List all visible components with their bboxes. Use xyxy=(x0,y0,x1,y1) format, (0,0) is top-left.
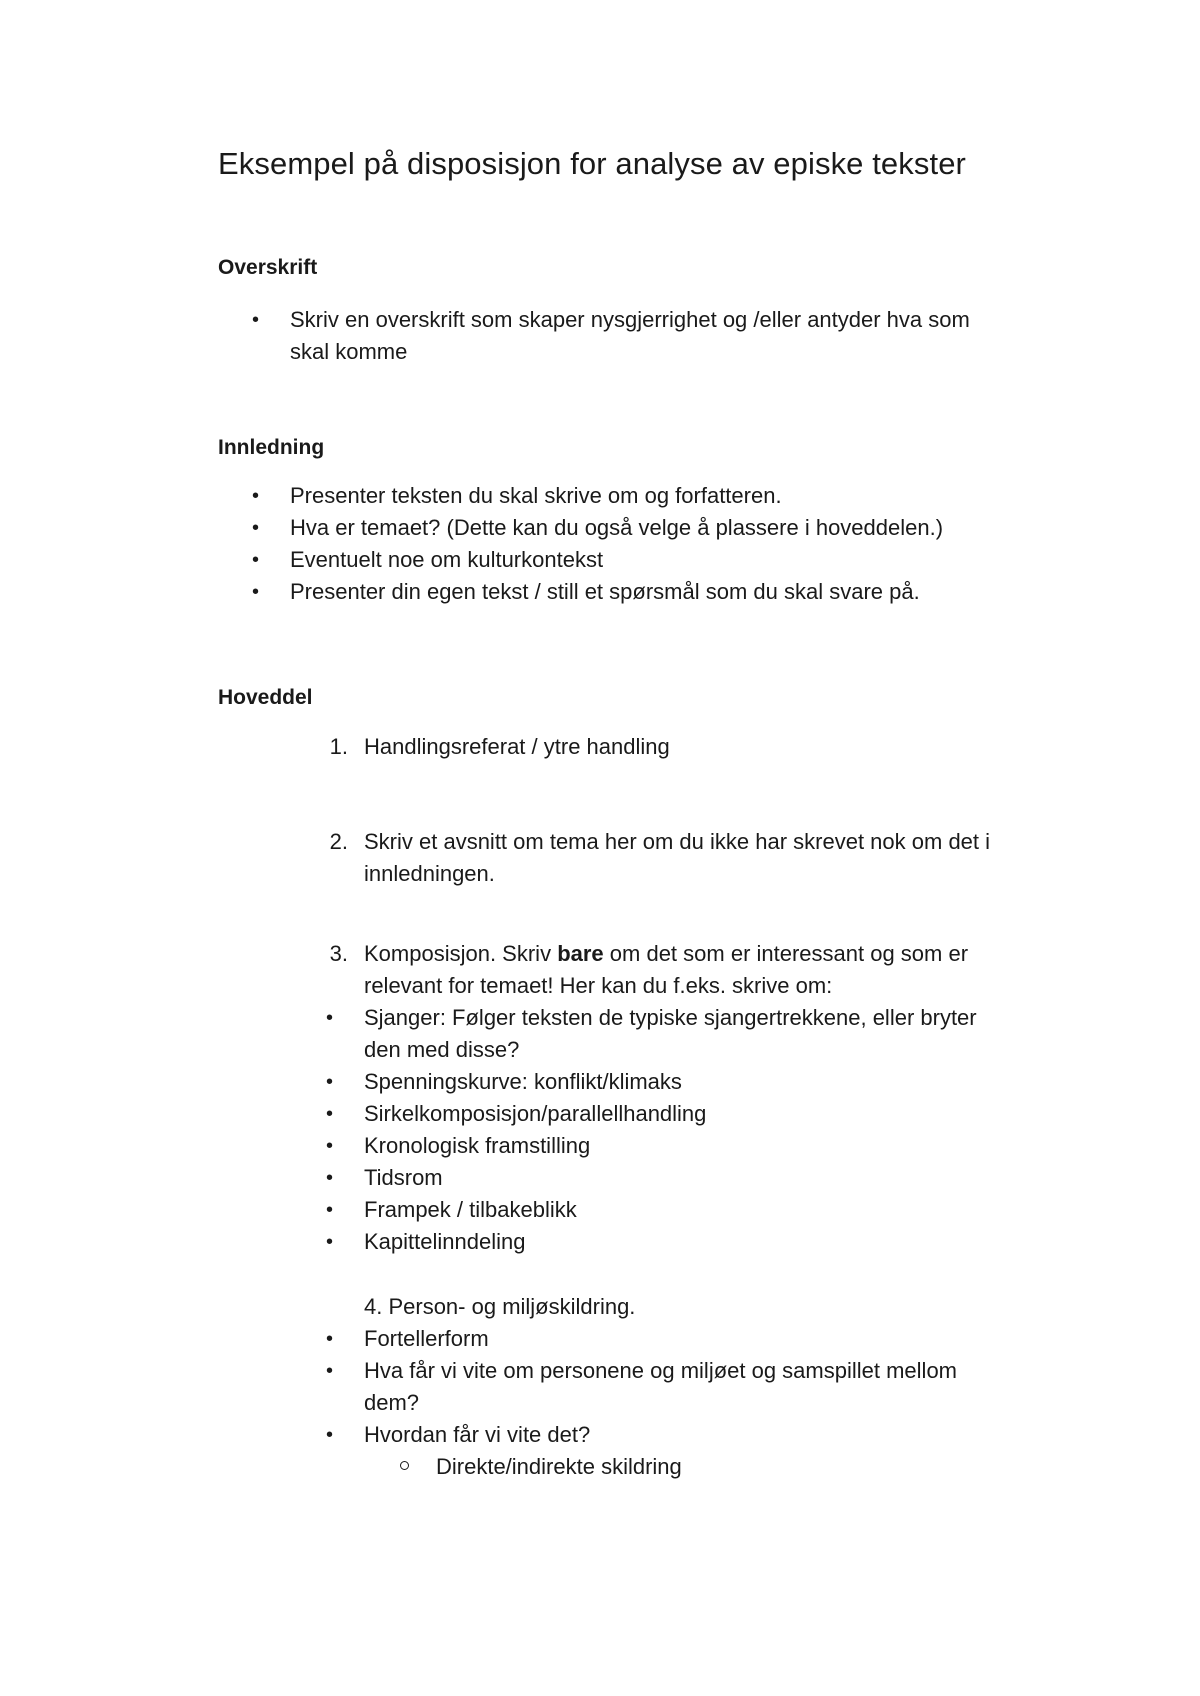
item-3-text-b: om det som er interessant og som er xyxy=(603,941,969,966)
bullet-marker: • xyxy=(326,1424,334,1446)
item-3-text-a: Komposisjon. Skriv xyxy=(364,941,558,966)
innledning-bullet-4: Presenter din egen tekst / still et spørsmål som du skal svare på. xyxy=(290,579,920,604)
bullet-marker: • xyxy=(252,581,260,603)
bullet-marker: • xyxy=(252,485,260,507)
bullet-marker: • xyxy=(326,1360,334,1382)
heading-hoveddel: Hoveddel xyxy=(218,686,313,709)
bullet-marker: • xyxy=(252,549,260,571)
person-bullet-personene-cont: dem? xyxy=(364,1390,420,1415)
overskrift-bullet-text-cont: skal komme xyxy=(290,339,408,364)
bullet-marker: • xyxy=(326,1007,334,1029)
hoveddel-item-4: 4. Person- og miljøskildring. xyxy=(364,1294,636,1319)
komposisjon-bullet-frampek: Frampek / tilbakeblikk xyxy=(364,1197,577,1222)
document-title: Eksempel på disposisjon for analyse av episke tekster xyxy=(218,146,966,181)
komposisjon-bullet-kapittel: Kapittelinndeling xyxy=(364,1229,526,1254)
person-bullet-personene: Hva får vi vite om personene og miljøet og samspillet mellom xyxy=(364,1358,958,1383)
heading-overskrift: Overskrift xyxy=(218,256,318,279)
heading-innledning: Innledning xyxy=(218,436,325,459)
innledning-bullet-1: Presenter teksten du skal skrive om og forfatteren. xyxy=(290,483,782,508)
list-number: 3. xyxy=(329,941,348,966)
bullet-marker: • xyxy=(326,1231,334,1253)
hoveddel-item-3 xyxy=(364,938,968,970)
list-number: 1. xyxy=(329,734,348,759)
hoveddel-item-3-cont: relevant for temaet! Her kan du f.eks. skrive om: xyxy=(364,973,833,998)
person-subbullet-skildring: Direkte/indirekte skildring xyxy=(436,1454,682,1479)
item-3-bold-word: bare xyxy=(557,941,604,966)
hoveddel-item-1: Handlingsreferat / ytre handling xyxy=(364,734,670,759)
hoveddel-item-2-cont: innledningen. xyxy=(364,861,495,886)
overskrift-bullet-text: Skriv en overskrift som skaper nysgjerrighet og /eller antyder hva som xyxy=(290,307,970,332)
komposisjon-bullet-kronologisk: Kronologisk framstilling xyxy=(364,1133,591,1158)
person-bullet-hvordan: Hvordan får vi vite det? xyxy=(364,1422,591,1447)
komposisjon-bullet-sirkel: Sirkelkomposisjon/parallellhandling xyxy=(364,1101,707,1126)
bullet-marker: • xyxy=(326,1103,334,1125)
innledning-bullet-3: Eventuelt noe om kulturkontekst xyxy=(290,547,604,572)
bullet-marker: • xyxy=(326,1135,334,1157)
bullet-marker: • xyxy=(326,1328,334,1350)
person-bullet-fortellerform: Fortellerform xyxy=(364,1326,489,1351)
bullet-marker: • xyxy=(326,1167,334,1189)
hoveddel-item-2: Skriv et avsnitt om tema her om du ikke har skrevet nok om det i xyxy=(364,829,991,854)
bullet-marker: • xyxy=(326,1071,334,1093)
hollow-bullet-marker xyxy=(400,1461,409,1470)
komposisjon-bullet-sjanger: Sjanger: Følger teksten de typiske sjangertrekkene, eller bryter xyxy=(364,1005,977,1030)
list-number: 2. xyxy=(329,829,348,854)
komposisjon-bullet-sjanger-cont: den med disse? xyxy=(364,1037,520,1062)
innledning-bullet-2: Hva er temaet? (Dette kan du også velge å plassere i hoveddelen.) xyxy=(290,515,944,540)
bullet-marker: • xyxy=(326,1199,334,1221)
komposisjon-bullet-tidsrom: Tidsrom xyxy=(364,1165,443,1190)
bullet-marker: • xyxy=(252,517,260,539)
komposisjon-bullet-spenning: Spenningskurve: konflikt/klimaks xyxy=(364,1069,682,1094)
bullet-marker: • xyxy=(252,309,260,331)
